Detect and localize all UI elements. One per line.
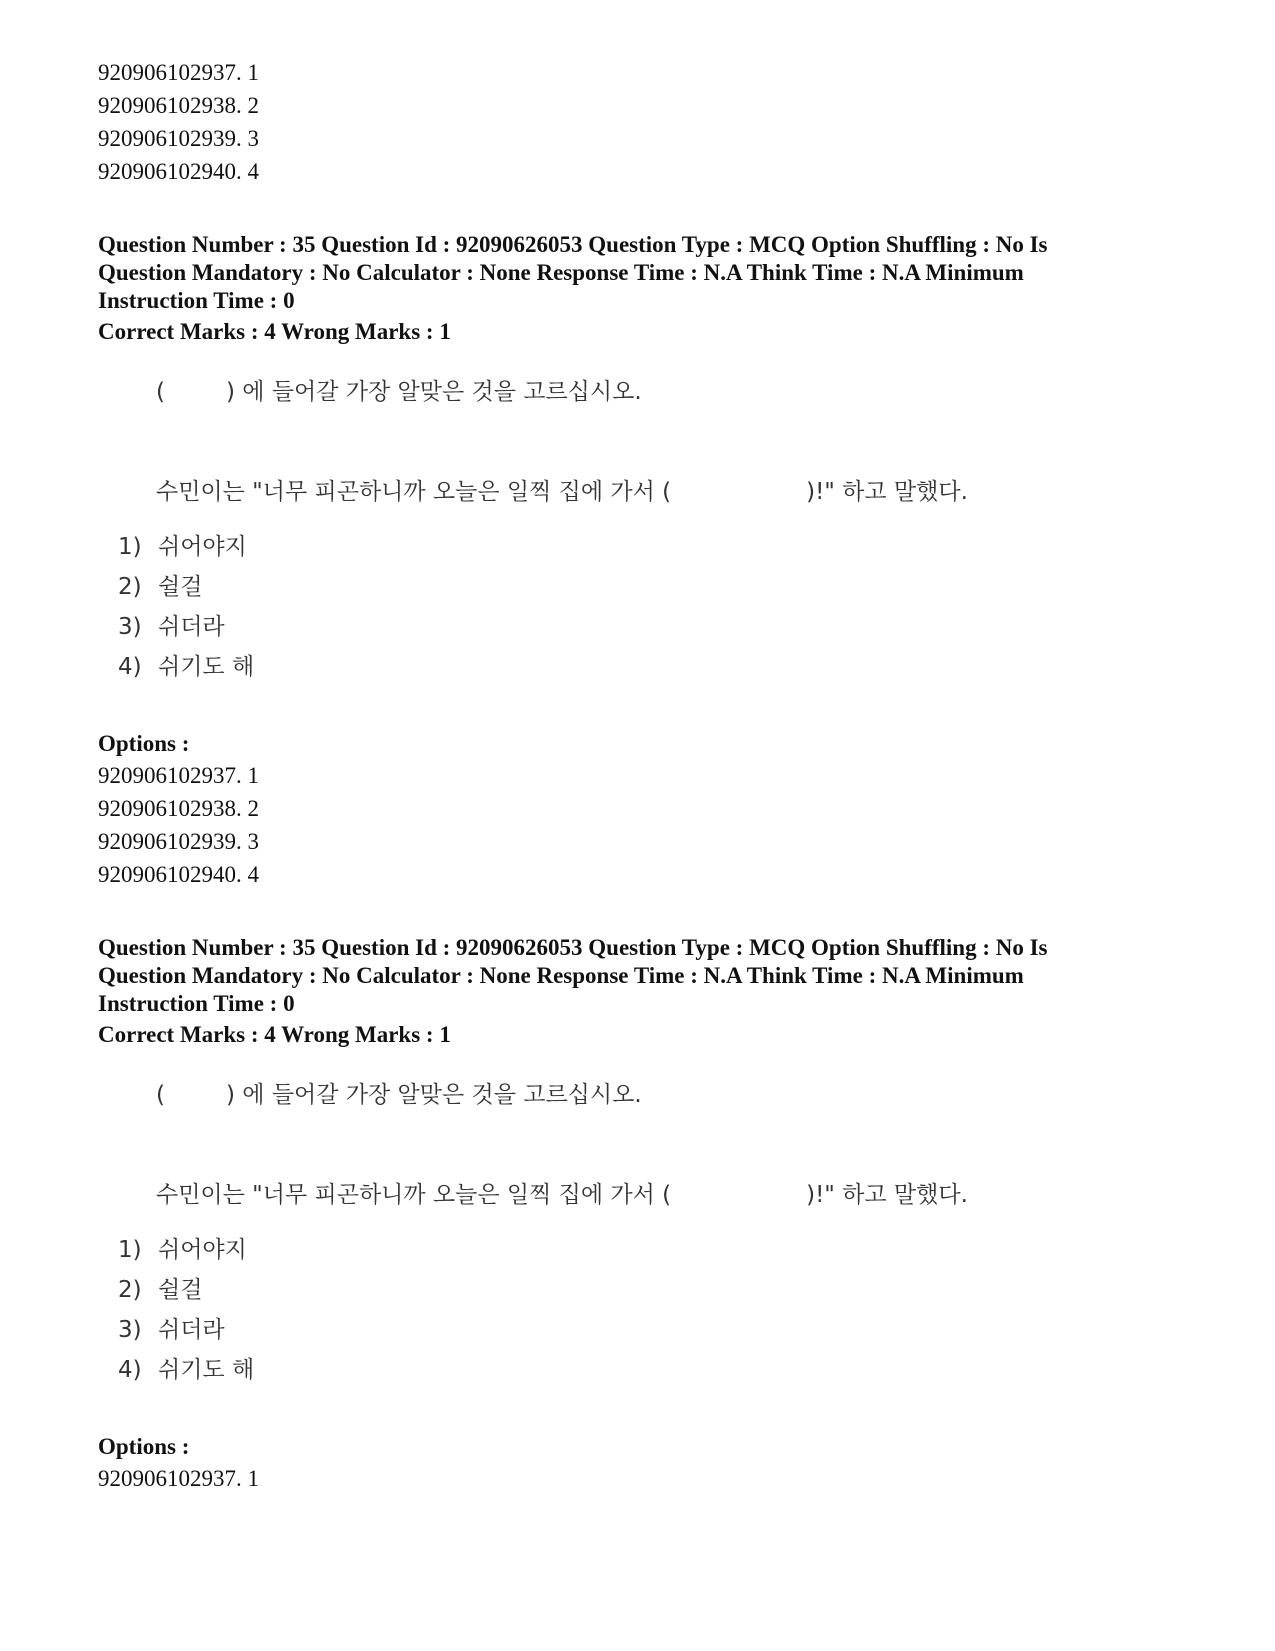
answer-choice xyxy=(118,608,225,641)
choice-number: 4) xyxy=(118,654,142,680)
instruction-text: ) 에 들어갈 가장 알맞은 것을 고르십시오. xyxy=(226,379,642,405)
question-sentence xyxy=(156,473,968,506)
sentence-end: )!" 하고 말했다. xyxy=(806,1182,968,1208)
option-line: 920906102938. 2 xyxy=(98,796,259,821)
choice-text: 쉴걸 xyxy=(158,574,203,600)
instruction-paren: ( xyxy=(156,379,165,405)
choice-text: 쉬기도 해 xyxy=(158,1357,255,1383)
sentence-start: 수민이는 "너무 피곤하니까 오늘은 일찍 집에 가서 ( xyxy=(156,479,672,505)
sentence-start: 수민이는 "너무 피곤하니까 오늘은 일찍 집에 가서 ( xyxy=(156,1182,672,1208)
option-line: 920906102937. 1 xyxy=(98,763,259,788)
question-meta-line: Question Mandatory : No Calculator : None Response Time : N.A Think Time : N.A Minimum xyxy=(98,963,1024,988)
question-meta xyxy=(98,934,1178,1018)
instruction-paren: ( xyxy=(156,1082,165,1108)
answer-choice xyxy=(118,568,202,601)
answer-choice xyxy=(118,1351,254,1384)
question-image xyxy=(110,1076,1010,1386)
option-line: 920906102939. 3 xyxy=(98,829,259,854)
question-meta-line: Instruction Time : 0 xyxy=(98,991,295,1016)
question-meta xyxy=(98,231,1178,315)
answer-choice xyxy=(118,1271,202,1304)
choice-text: 쉬어야지 xyxy=(158,1237,247,1263)
answer-choice xyxy=(118,1231,247,1264)
option-line: 920906102939. 3 xyxy=(98,126,259,151)
question-image xyxy=(110,373,1010,683)
question-meta-line: Question Number : 35 Question Id : 92090626053 Question Type : MCQ Option Shuffling : No Is xyxy=(98,935,1048,960)
answer-choice xyxy=(118,528,247,561)
answer-choice xyxy=(118,1311,225,1344)
choice-number: 4) xyxy=(118,1357,142,1383)
option-line: 920906102940. 4 xyxy=(98,159,259,184)
option-line: 920906102937. 1 xyxy=(98,60,259,85)
question-meta-line: Question Mandatory : No Calculator : None Response Time : N.A Think Time : N.A Minimum xyxy=(98,260,1024,285)
option-line: 920906102937. 1 xyxy=(98,1466,259,1491)
marks-line: Correct Marks : 4 Wrong Marks : 1 xyxy=(98,1022,451,1047)
choice-text: 쉬기도 해 xyxy=(158,654,255,680)
choice-number: 3) xyxy=(118,614,142,640)
choice-text: 쉴걸 xyxy=(158,1277,203,1303)
options-heading: Options : xyxy=(98,731,190,756)
choice-text: 쉬어야지 xyxy=(158,534,247,560)
question-instruction xyxy=(156,373,642,406)
option-line: 920906102938. 2 xyxy=(98,93,259,118)
choice-number: 2) xyxy=(118,1277,142,1303)
option-line: 920906102940. 4 xyxy=(98,862,259,887)
choice-number: 2) xyxy=(118,574,142,600)
question-sentence xyxy=(156,1176,968,1209)
question-meta-line: Question Number : 35 Question Id : 92090626053 Question Type : MCQ Option Shuffling : No Is xyxy=(98,232,1048,257)
choice-number: 1) xyxy=(118,1237,142,1263)
choice-text: 쉬더라 xyxy=(158,614,225,640)
question-instruction xyxy=(156,1076,642,1109)
choice-number: 3) xyxy=(118,1317,142,1343)
question-meta-line: Instruction Time : 0 xyxy=(98,288,295,313)
answer-choice xyxy=(118,648,254,681)
instruction-text: ) 에 들어갈 가장 알맞은 것을 고르십시오. xyxy=(226,1082,642,1108)
choice-text: 쉬더라 xyxy=(158,1317,225,1343)
sentence-end: )!" 하고 말했다. xyxy=(806,479,968,505)
options-heading: Options : xyxy=(98,1434,190,1459)
marks-line: Correct Marks : 4 Wrong Marks : 1 xyxy=(98,319,451,344)
choice-number: 1) xyxy=(118,534,142,560)
